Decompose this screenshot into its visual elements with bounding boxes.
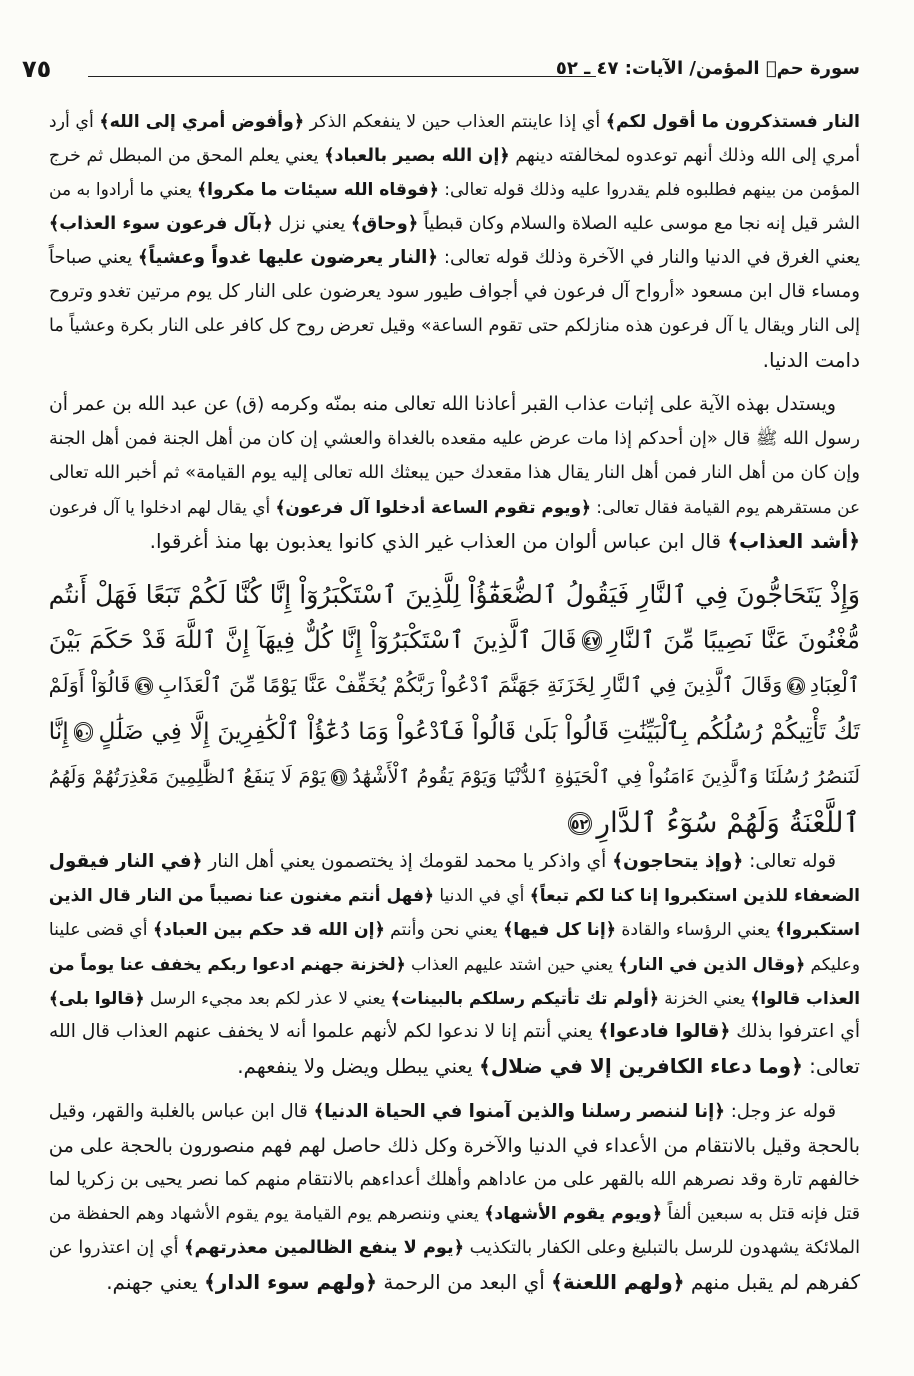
- quoted-verse: ﴿يوم لا ينفع الظالمين معذرتهم﴾: [184, 1238, 465, 1258]
- quran-line-content: [49, 572, 860, 617]
- verse-text: لَنَنصُرُ رُسُلَنَا وَٱلَّذِينَ ءَامَنُواْ فِي ٱلْحَيَوٰةِ ٱلدُّنْيَا وَيَوْمَ يَقُومُ ٱلْأَشْهَٰدُ: [352, 765, 860, 788]
- quoted-verse: ﴿أولم تك تأتيكم رسلكم بالبينات﴾: [390, 988, 659, 1008]
- text-line: [48, 913, 860, 947]
- text-line: [48, 241, 860, 275]
- text-line-content: ويستدل بهذه الآية على إثبات عذاب القبر أعاذنا الله تعالى منه بمنّه وكرمه (ق) عن عبد الله بن عمر أن: [48, 394, 836, 415]
- text-line: [48, 947, 860, 981]
- text-line: [48, 1049, 860, 1083]
- text-line: [48, 1163, 860, 1197]
- text-line: [48, 490, 860, 524]
- text-line: [48, 388, 860, 422]
- text-line-content: دامت الدنيا.: [762, 348, 860, 372]
- verse-text: يَوْمَ لَا يَنفَعُ ٱلظَّٰلِمِينَ مَعْذِرَتُهُمْ وَلَهُمُ: [48, 765, 326, 788]
- text-line-content: استكبروا﴾ يعني الرؤساء والقادة ﴿إنا كل فيها﴾ يعني نحن وأنتم ﴿إن الله قد حكم بين العباد﴾ أي قضى علينا: [48, 920, 860, 940]
- text-line-content: بالحجة وقيل بالانتقام من الأعداء في الدنيا والآخرة وكل ذلك حاصل لهم فهم منصورون بالحجة على من: [48, 1134, 860, 1157]
- quoted-verse: ﴿ويوم يقوم الأشهاد﴾: [484, 1204, 663, 1224]
- quoted-verse: ﴿فوقاه الله سيئات ما مكروا﴾: [197, 180, 439, 200]
- quoted-verse: النار فستذكرون ما أقول لكم﴾: [605, 112, 860, 132]
- text-line: [48, 524, 860, 558]
- verse-text: ٱلْعِبَادِ: [809, 673, 860, 697]
- text-line: [48, 981, 860, 1015]
- quran-line: [48, 709, 860, 755]
- page-number: ٧٥: [22, 55, 52, 83]
- running-header-title: سورة حمۤ المؤمن/ الآيات: ٤٧ ـ ٥٢: [555, 58, 860, 79]
- quoted-verse: ﴿وإذ يتحاجون﴾: [612, 851, 744, 872]
- quoted-verse: ﴿ولهم سوء الدار﴾: [204, 1270, 378, 1294]
- quoted-verse: ﴿وأفوض أمري إلى الله﴾: [99, 112, 305, 132]
- text-line-content: النار فستذكرون ما أقول لكم﴾ أي إذا عاينتم العذاب حين لا ينفعكم الذكر ﴿وأفوض أمري إلى الله﴾ أي أرد: [48, 112, 860, 132]
- text-line: [48, 456, 860, 490]
- quoted-verse: ﴿ولهم اللعنة﴾: [551, 1270, 685, 1294]
- quran-line: [48, 618, 860, 664]
- text-line-content: كفرهم لم يقبل منهم ﴿ولهم اللعنة﴾ أي البعد من الرحمة ﴿ولهم سوء الدار﴾ يعني جهنم.: [106, 1270, 860, 1294]
- commentary-paragraph: [48, 105, 860, 377]
- text-line: [48, 1095, 860, 1129]
- verse-text: قَالَ ٱلَّذِينَ ٱسْتَكْبَرُوٓاْ إِنَّا كُلٌّ فِيهَآ إِنَّ ٱللَّهَ قَدْ حَكَمَ بَيْنَ: [48, 625, 577, 654]
- text-line: [48, 1265, 860, 1299]
- text-line: [48, 173, 860, 207]
- quoted-verse: ﴿إن الله بصير بالعباد﴾: [324, 146, 510, 166]
- text-line: [48, 1197, 860, 1231]
- text-line-content: الملائكة يشهدون للرسل بالتبليغ وعلى الكفار بالتكذيب ﴿يوم لا ينفع الظالمين معذرتهم﴾ أي إن اعتذروا عن: [48, 1238, 860, 1258]
- quoted-verse: الضعفاء للذين استكبروا إنا كنا لكم تبعاً﴾: [529, 886, 860, 906]
- quoted-verse: ﴿لخزنة جهنم ادعوا ربكم يخفف عنا يوماً من: [48, 954, 406, 974]
- text-line: [48, 845, 860, 879]
- text-line-content: وإن كان من أهل النار فمن أهل النار يقال هذا مقعدك حين يبعثك الله تعالى إليه يوم القيامة» ثم أخبر الله تعالى: [49, 462, 860, 483]
- text-line-content: المؤمن من بينهم فطلبوه فلم يقدروا عليه وذلك قوله تعالى: ﴿فوقاه الله سيئات ما مكروا﴾ يعني ما أرادوا به من: [48, 180, 860, 200]
- text-line: [48, 105, 860, 139]
- quoted-verse: ﴿قالوا بلى﴾: [48, 988, 145, 1008]
- text-line-content: خالفهم تارة وقد نصرهم الله بالقهر على من عاداهم وأهلك أعداءهم بالانتقام منهم كما نصر يحيى بن زكريا لما: [48, 1169, 860, 1190]
- ayah-number-marker: ٤٨: [787, 677, 805, 695]
- text-line: [48, 343, 860, 377]
- commentary-paragraph: [48, 1095, 860, 1299]
- quran-line-content: [49, 754, 860, 799]
- text-line: [48, 275, 860, 309]
- quoted-verse: ﴿وقال الذين في النار﴾: [618, 954, 806, 974]
- text-line: [48, 422, 860, 456]
- quoted-verse: ﴿قالوا فادعوا﴾: [598, 1021, 731, 1042]
- verse-text: وَإِذْ يَتَحَاجُّونَ فِي ٱلنَّارِ فَيَقُولُ ٱلضُّعَفَٰٓؤُاْ لِلَّذِينَ ٱسْتَكْبَرُوٓاْ إِنَّا كُنَّا لَكُمْ تَبَعًا فَهَلْ أَنتُم: [48, 580, 860, 609]
- verse-text: تَكُ تَأْتِيكُمْ رُسُلُكُم بِٱلْبَيِّنَٰتِ قَالُواْ بَلَىٰ قَالُواْ فَٱدْعُواْ وَمَا دُعَٰٓؤُاْ ٱلْكَٰفِرِينَ إِلَّا فِي ضَلَٰلٍ: [98, 717, 860, 745]
- quoted-verse: ﴿وحاق﴾: [350, 214, 419, 234]
- verse-text: وَقَالَ ٱلَّذِينَ فِي ٱلنَّارِ لِخَزَنَةِ جَهَنَّمَ ٱدْعُواْ رَبَّكُمْ يُخَفِّفْ عَنَّا يَوْمًا مِّنَ ٱلْعَذَابِ: [157, 673, 783, 697]
- commentary-paragraph: [48, 845, 860, 1083]
- header-rule: [88, 76, 596, 77]
- text-line: [48, 879, 860, 913]
- ayah-number-marker: ٤٩: [135, 677, 153, 695]
- quoted-verse: ﴿أشد العذاب﴾: [727, 529, 860, 553]
- quoted-verse: ﴿فهل أنتم مغنون عنا نصيباً من النار قال الذين: [48, 886, 434, 906]
- text-line-content: ومساء قال ابن مسعود «أرواح آل فرعون في أجواف طيور سود يعرضون على النار كل يوم مرتين تغدو وتروح: [48, 281, 860, 302]
- quoted-verse: ﴿في النار فيقول: [48, 851, 203, 872]
- quran-line: [48, 663, 860, 709]
- text-line-content: يعني الغرق في الدنيا والنار في الآخرة وذلك قوله تعالى: ﴿النار يعرضون عليها غدواً وعشياً﴾ يعني صباحاً: [48, 247, 860, 268]
- text-line-content: قوله تعالى: ﴿وإذ يتحاجون﴾ أي واذكر يا محمد لقومك إذ يختصمون يعني أهل النار ﴿في النار فيقول: [48, 851, 836, 872]
- text-line-content: تعالى: ﴿وما دعاء الكافرين إلا في ضلال﴾ يعني يبطل ويضل ولا ينفعهم.: [237, 1054, 860, 1078]
- text-line-content: أمري إلى الله وذلك أنهم توعدوه لمخالفته دينهم ﴿إن الله بصير بالعباد﴾ يعني يعلم المحق من المبطل ثم خرج: [48, 146, 860, 166]
- quran-verses-block: [48, 572, 860, 845]
- verse-text: ٱللَّعْنَةُ وَلَهُمْ سُوٓءُ ٱلدَّارِ: [596, 805, 860, 839]
- quoted-verse: ﴿بآل فرعون سوء العذاب﴾: [48, 214, 273, 234]
- quoted-verse: ﴿إنا كل فيها﴾: [503, 920, 616, 940]
- commentary-paragraph: [48, 388, 860, 558]
- text-line-content: قتل فإنه قتل به سبعين ألفاً ﴿ويوم يقوم الأشهاد﴾ يعني وننصرهم يوم القيامة يوم يقوم الأشهاد وهم الحفظة من: [48, 1204, 860, 1224]
- quoted-verse: ﴿إنا لننصر رسلنا والذين آمنوا في الحياة الدنيا﴾: [313, 1101, 725, 1122]
- ayah-number-marker: ٥٢: [568, 812, 592, 836]
- ayah-number-marker: ٥١: [331, 769, 347, 785]
- text-line: [48, 139, 860, 173]
- quran-line: [48, 800, 860, 846]
- quran-line: [48, 572, 860, 618]
- text-line-content: ﴿أشد العذاب﴾ قال ابن عباس ألوان من العذاب غير الذي كانوا يعذبون بها منذ أغرقوا.: [149, 529, 860, 553]
- ayah-number-marker: ٥٠: [74, 722, 94, 742]
- text-line: [48, 1015, 860, 1049]
- ayah-number-marker: ٤٧: [582, 630, 603, 651]
- text-line-content: الشر قيل إنه نجا مع موسى عليه الصلاة والسلام وكان قبطياً ﴿وحاق﴾ يعني نزل ﴿بآل فرعون سوء العذاب﴾: [48, 214, 860, 234]
- text-line-content: إلى النار ويقال يا آل فرعون هذه منازلكم حتى تقوم الساعة» وقيل تعرض روح كل كافر على النار بكرة وعشياً ما: [49, 316, 860, 336]
- quoted-verse: استكبروا﴾: [775, 920, 860, 940]
- text-line-content: أي اعترفوا بذلك ﴿قالوا فادعوا﴾ يعني أنتم إنا لا ندعوا لكم لأنهم علموا أنه لا يخفف عنهم العذاب قال الله: [48, 1021, 860, 1042]
- text-line-content: رسول الله ﷺ قال «إن أحدكم إذا مات عرض عليه مقعده بالغداة والعشي إن كان من أهل الجنة فمن أهل الجنة: [49, 428, 860, 449]
- quoted-verse: ﴿وما دعاء الكافرين إلا في ضلال﴾: [479, 1054, 803, 1078]
- quoted-verse: ﴿ويوم تقوم الساعة أدخلوا آل فرعون﴾: [275, 497, 591, 517]
- text-line-content: العذاب قالوا﴾ يعني الخزنة ﴿أولم تك تأتيكم رسلكم بالبينات﴾ يعني لا عذر لكم بعد مجيء الرسل ﴿قالوا بلى﴾: [48, 988, 860, 1008]
- quran-line: [48, 754, 860, 800]
- text-line: [48, 309, 860, 343]
- text-line-content: وعليكم ﴿وقال الذين في النار﴾ يعني حين اشتد عليهم العذاب ﴿لخزنة جهنم ادعوا ربكم يخفف عنا يوماً من: [48, 954, 860, 974]
- text-line-content: الضعفاء للذين استكبروا إنا كنا لكم تبعاً﴾ أي في الدنيا ﴿فهل أنتم مغنون عنا نصيباً من النار قال الذين: [48, 886, 860, 906]
- text-line-content: قوله عز وجل: ﴿إنا لننصر رسلنا والذين آمنوا في الحياة الدنيا﴾ قال ابن عباس بالغلبة والقهر، وقيل: [48, 1101, 836, 1122]
- verse-text: قَالُوٓاْ أَوَلَمْ: [48, 673, 131, 697]
- quran-line-content: [49, 709, 860, 754]
- text-line-content: عن مستقرهم يوم القيامة فقال تعالى: ﴿ويوم تقوم الساعة أدخلوا آل فرعون﴾ أي يقال لهم ادخلوا يا آل فرعون: [48, 497, 860, 517]
- quoted-verse: العذاب قالوا﴾: [750, 988, 860, 1008]
- text-line: [48, 1231, 860, 1265]
- text-line: [48, 207, 860, 241]
- quran-line-content: [563, 800, 860, 845]
- verse-text: مُّغْنُونَ عَنَّا نَصِيبًا مِّنَ ٱلنَّارِ: [607, 625, 860, 654]
- quoted-verse: ﴿النار يعرضون عليها غدواً وعشياً﴾: [138, 247, 439, 268]
- quran-line-content: [49, 663, 860, 708]
- verse-text: إِنَّا: [48, 717, 69, 745]
- text-line: [48, 1129, 860, 1163]
- quoted-verse: ﴿إن الله قد حكم بين العباد﴾: [152, 920, 385, 940]
- quran-line-content: [49, 618, 860, 663]
